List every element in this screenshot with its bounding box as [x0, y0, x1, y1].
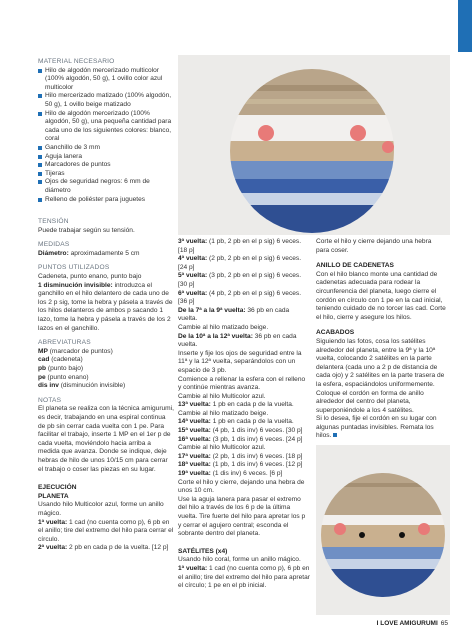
round-line: 19ª vuelta: (1 dis inv) 6 veces. [6 p] [178, 470, 283, 478]
column-1 [38, 58, 174, 553]
round-line: Cambie al hilo Multicolor azul. [178, 392, 266, 400]
page-footer [377, 620, 448, 627]
round-line: 18ª vuelta: (1 pb, 1 dis inv) 6 veces. [12 p] [178, 461, 303, 469]
round-line: 14ª vuelta: 1 pb en cada p de la vuelta. [178, 418, 294, 426]
stitches-label: 1 disminución invisible: [38, 281, 113, 289]
stitches-desc [38, 282, 174, 334]
finish-paragraph: Siguiendo las fotos, cosa los satélites alrededor del planeta, entre la 9ª y la 10ª vuelta, colocando 2 satélites en la parte delantera (cada uno a 2 p de distancia de cada ojo) y 2 satélites en la parte trasera de la esfera, espaciándolos uniformemente. [316, 337, 445, 388]
materials-item: Hilo de algodón mercerizado (100% algodón, 50 g), una pequeña cantidad para cada uno de los siguientes colores: blanco, coral [38, 110, 174, 144]
measures-text: aproximadamente 5 cm [68, 249, 140, 257]
stitches-line: Cadeneta, punto enano, punto bajo [38, 273, 142, 281]
satellites-intro: Usando hilo coral, forme un anillo mágico. [178, 556, 301, 564]
round-line: Corte el hilo y cierre, dejando una hebra de unos 10 cm. [178, 478, 305, 495]
end-mark-icon [333, 433, 337, 437]
round-line: 3ª vuelta: (1 pb, 2 pb en el p sig) 6 veces. [18 p] [178, 238, 302, 254]
finish-paragraph: Si lo desea, fije el cordón en su lugar con algunas puntadas invisibles. Remata los hilos. [316, 415, 437, 440]
materials-item: Hilo de algodón mercerizado multicolor (100% algodón, 50 g), 1 ovillo color azul multicolor [38, 67, 174, 93]
notes-text: El planeta se realiza con la técnica amigurumi, es decir, trabajando en una espiral continua de pb sin cerrar cada vuelta con 1 pe. Para facilitar el trabajo, inserte 1 MP en el 1er p de cada vuelta, moviéndolo hacia arriba a medida que avanza. Donde se indique, deje hebras de hilo de unos 10/15 cm para cerrar el trabajo o coser las piezas en su lugar. [38, 405, 174, 473]
materials-item: Ojos de seguridad negros: 6 mm de diámetro [38, 178, 174, 195]
materials-item: Marcadores de puntos [38, 161, 174, 170]
materials-item: Aguja lanera [38, 153, 174, 162]
round-line: De la 10ª a la 12ª vuelta: 36 pb en cada vuelta. [178, 332, 297, 349]
round-line: 2ª vuelta: 2 pb en cada p de la vuelta. [12 p] [38, 544, 169, 552]
round-line: Use la aguja lanera para pasar el extremo del hilo a través de los 6 p de la última vuelta. Tire fuerte del hilo para apretar los p y cerrar el agujero central; esconda el sobrante dentro del planeta. [178, 495, 306, 538]
cut-instruction: Corte el hilo y cierre dejando una hebra para coser. [316, 238, 432, 254]
measures-line [38, 250, 174, 259]
planet-heading: PLANETA [38, 492, 69, 500]
execution-intro: Usando hilo Multicolor azul, forme un anillo mágico. [38, 501, 164, 517]
materials-item: Ganchillo de 3 mm [38, 144, 174, 153]
round-line: 4ª vuelta: (2 pb, 2 pb en el p sig) 6 veces. [24 p] [178, 255, 302, 271]
tension-text: Puede trabajar según su tensión. [38, 226, 135, 234]
round-line: Cambie al hilo matizado beige. [178, 323, 269, 331]
materials-item: Tijeras [38, 170, 174, 179]
round-line: 6ª vuelta: (4 pb, 2 pb en el p sig) 6 veces. [36 p] [178, 289, 302, 306]
measures-heading: MEDIDAS [38, 241, 70, 249]
finish-heading: ACABADOS [316, 329, 355, 337]
measures-label: Diámetro: [38, 249, 69, 257]
round-line: 15ª vuelta: (4 pb, 1 dis inv) 6 veces. [30 p] [178, 427, 303, 435]
notes-heading: NOTAS [38, 396, 62, 404]
amigurumi-photo-top [178, 55, 450, 235]
round-line: 5ª vuelta: (3 pb, 2 pb en el p sig) 6 veces. [30 p] [178, 272, 302, 288]
ring-text: Con el hilo blanco monte una cantidad de cadenetas adecuada para rodear la circunferencia del planeta, luego cierre el cordón en círculo con 1 pe en la cad inicial, teniendo cuidado de no torcer las cad. Corte el hilo, cierre y asegure los hilos. [316, 270, 446, 321]
satellites-heading: SATÉLITES (x4) [178, 547, 228, 555]
column-3 [316, 238, 446, 441]
stitches-heading: PUNTOS UTILIZADOS [38, 264, 110, 272]
column-2 [178, 238, 310, 591]
ring-heading: ANILLO DE CADENETAS [316, 262, 394, 270]
materials-heading: MATERIAL NECESARIO [38, 58, 115, 65]
round-line: 1ª vuelta: 1 cad (no cuenta como p), 6 pb en el anillo; tire del extremo del hilo para cerrar el círculo. [38, 518, 174, 543]
materials-item: Hilo mercerizado matizado (100% algodón, 50 g), 1 ovillo beige matizado [38, 92, 174, 109]
amigurumi-photo-bottom [316, 445, 450, 615]
finish-paragraph: Coloque el cordón en forma de anillo alrededor del centro del planeta, superponiéndole a los 4 satélites. [316, 389, 424, 414]
abbreviation-item: cad (cadeneta) [38, 356, 83, 364]
round-line: Cambie al hilo matizado beige. [178, 409, 269, 417]
round-line: 16ª vuelta: (3 pb, 1 dis inv) 6 veces. [24 p] [178, 435, 303, 443]
abbreviation-item: dis inv (disminución invisible) [38, 382, 126, 390]
round-line: 13ª vuelta: 1 pb en cada p de la vuelta. [178, 401, 294, 409]
round-line: Comience a rellenar la esfera con el relleno y continúe mientras avanza. [178, 375, 306, 392]
materials-item: Relleno de poliéster para juguetes [38, 196, 174, 205]
page-number: 65 [440, 620, 448, 627]
round-line: Inserte y fije los ojos de seguridad entre la 11ª y la 12ª vuelta, separándolos con un espacio de 3 pb. [178, 349, 302, 374]
abbreviation-item: pe (punto enano) [38, 373, 89, 381]
abbreviation-item: MP (marcador de puntos) [38, 347, 113, 355]
abbreviation-item: pb (punto bajo) [38, 365, 84, 372]
execution-heading: EJECUCIÓN [38, 484, 77, 492]
stitches-text: introduzca el ganchillo en el hilo delantero de cada uno de los 2 p sig, tome la hebra y pásela a través de los hilos delanteros de ambos p sacando 1 lazo, tome la hebra y pásela a través de los 2 lazos en el ganchillo. [38, 281, 173, 332]
round-line: Cambie al hilo Multicolor azul. [178, 444, 266, 452]
page-edge-tab [458, 0, 472, 52]
abbreviations-heading: ABREVIATURAS [38, 339, 91, 347]
round-line: 1ª vuelta: 1 cad (no cuenta como p), 6 pb en el anillo; tire del extremo del hilo para apretar el círculo; 1 pe en el pb inicial. [178, 564, 310, 590]
magazine-brand: I LOVE AMIGURUMI [376, 620, 438, 627]
round-line: De la 7ª a la 9ª vuelta: 36 pb en cada vuelta. [178, 306, 290, 323]
round-line: 17ª vuelta: (2 pb, 1 dis inv) 6 veces. [18 p] [178, 452, 303, 460]
tension-heading: TENSIÓN [38, 218, 69, 226]
